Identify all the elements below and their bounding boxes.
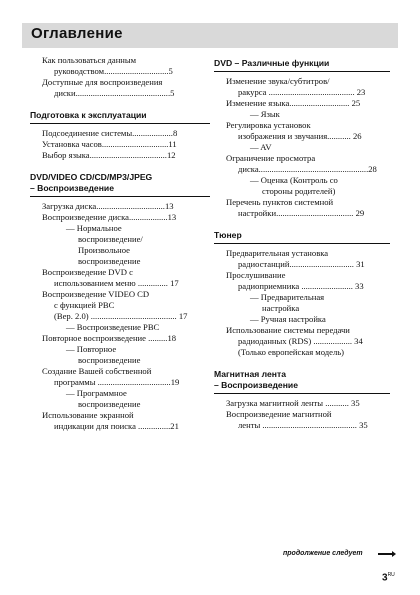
toc-entry[interactable]: Установка часов...............................11	[42, 139, 177, 149]
section-heading: DVD – Различные функции	[214, 58, 390, 72]
toc-entry[interactable]: Подсоединение системы...................8	[42, 128, 178, 138]
toc-entry[interactable]: Использование системы передачи радиоданных (RDS) .................. 34 (Только европейская модель)	[226, 325, 363, 357]
section-heading: DVD/VIDEO CD/CD/MP3/JPEG – Воспроизведение	[30, 172, 210, 197]
section-list: Загрузка диска................................13 Воспроизведение диска..................13 — Нормальное воспроизведение/ Произвольное воспроизведение Воспроизведение DVD с использованием меню .............. 17 Воспроизведение VIDEO CD с функцией PBC (Вер. 2.0) ........................................ 17 — Воспроизведение PBC Повторное воспроизведение .........18 — Повторное воспроизведение Создание Вашей собственной программы ..................................19 — Программное воспроизведение Использование экранной индикации для поиска ...............21	[30, 201, 210, 432]
section-heading: Подготовка к эксплуатации	[30, 110, 210, 124]
title-bar	[22, 23, 398, 48]
toc-entry[interactable]: Предварительная установка радиостанций.............................. 31	[226, 248, 365, 269]
toc-entry[interactable]: Воспроизведение диска..................13	[42, 212, 177, 222]
continued-label: продолжение следует	[283, 550, 363, 557]
toc-entry[interactable]: Изменение звука/субтитров/ ракурса ........................................ 23	[226, 76, 366, 97]
toc-entry[interactable]: Повторное воспроизведение .........18	[42, 333, 177, 343]
toc-entry[interactable]: Воспроизведение DVD с использованием меню .............. 17	[42, 267, 179, 288]
section-heading: Тюнер	[214, 230, 390, 244]
section-list	[214, 398, 390, 431]
section-heading: Магнитная лента – Воспроизведение	[214, 369, 390, 394]
page-title: Оглавление	[31, 25, 123, 42]
page-number: $3^{RU}$	[382, 572, 395, 584]
section-list: Изменение звука/субтитров/ ракурса ........................................ 23 Изменение языка............................ 25 — Язык Регулировка установок изображения и звучания........... 26 — AV Ограничение просмотра диска...................................................28 — Оценка (Контроль со стороны родителей) Перечень пунктов системной настройки.................................... 29	[214, 76, 390, 219]
toc-entry[interactable]: Создание Вашей собственной программы ..................................19	[42, 366, 180, 387]
arrow-right-icon	[378, 553, 392, 555]
intro-list	[30, 55, 210, 99]
toc-entry[interactable]: Выбор языка....................................12	[42, 150, 176, 160]
toc-entry[interactable]: Загрузка магнитной ленты ........... 35	[226, 398, 360, 408]
toc-entry[interactable]: Изменение языка............................ 25	[226, 98, 361, 108]
toc-entry[interactable]: Перечень пунктов системной настройки.................................... 29	[226, 197, 365, 218]
toc-entry[interactable]: Загрузка диска................................13	[42, 201, 174, 211]
toc-entry[interactable]: Регулировка установок изображения и звучания........... 26	[226, 120, 362, 141]
left-column	[30, 55, 210, 432]
toc-entry[interactable]: Воспроизведение магнитной ленты ............................................ 35	[226, 409, 368, 430]
toc-entry[interactable]: Ограничение просмотра диска...................................................28	[226, 153, 377, 174]
section-list	[30, 128, 210, 161]
toc-entry[interactable]: Как пользоваться данным руководством..............................5	[42, 55, 173, 76]
section-list: Предварительная установка радиостанций.............................. 31 Прослушивание радиоприемника ........................ 33 — Предварительная настройка — Ручная настройка Использование системы передачи радиоданных (RDS) .................. 34 (Только европейская модель)	[214, 248, 390, 358]
toc-entry[interactable]: Прослушивание радиоприемника ........................ 33	[226, 270, 364, 291]
toc-entry[interactable]: Доступные для воспроизведения диски............................................5	[42, 77, 175, 98]
right-column	[214, 55, 390, 431]
toc-entry[interactable]: Воспроизведение VIDEO CD с функцией PBC (Вер. 2.0) ........................................ 17	[42, 289, 188, 321]
toc-entry[interactable]: Использование экранной индикации для поиска ...............21	[42, 410, 179, 431]
